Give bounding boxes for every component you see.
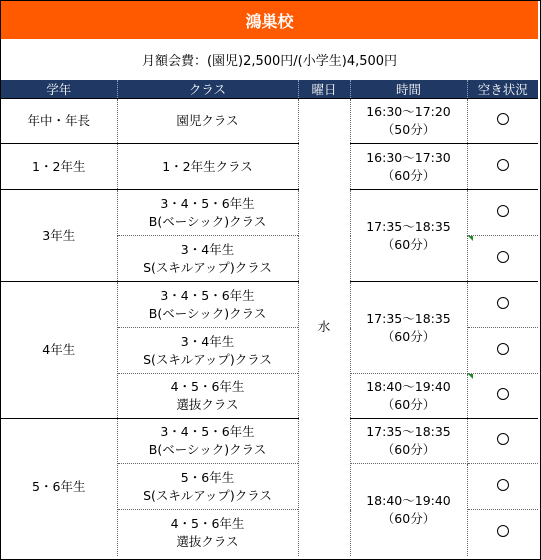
time-duration: （50分） [381,122,436,137]
class-cell [117,510,298,556]
class-line: B(ベーシック)クラス [148,305,267,321]
table-row [1,419,538,464]
time-range: 18:40～19:40 [366,492,451,508]
class-line: S(スキルアップ)クラス [143,487,272,503]
time-duration: （60分） [381,328,436,344]
class-line: B(ベーシック)クラス [148,442,267,457]
class-line: 1・2年生クラス [162,158,253,174]
status-cell [467,328,538,374]
grade-cell: 1・2年生 [1,144,117,190]
availability-circle-icon [497,479,509,491]
availability-circle-icon [497,205,509,217]
class-line: 4・5・6年生 [170,379,245,394]
time-range: 16:30～17:20 [366,104,451,119]
time-range: 17:35～18:35 [366,424,451,439]
class-line: 3・4・5・6年生 [160,424,255,439]
availability-circle-icon [497,297,509,309]
class-line: 選抜クラス [176,397,239,412]
class-cell [117,190,298,236]
time-duration: （60分） [381,442,436,457]
status-cell [467,144,538,190]
time-range: 16:30～17:30 [366,149,451,165]
grade-cell: 4年生 [1,282,117,419]
time-cell [350,464,467,556]
time-range: 17:35～18:35 [366,218,451,234]
class-cell [117,328,298,374]
availability-circle-icon [497,343,509,355]
availability-circle-icon [497,251,509,263]
status-cell [467,374,538,419]
class-cell [117,144,298,190]
class-line: 3・4年生 [180,241,235,257]
time-duration: （60分） [381,397,436,412]
class-line: 園児クラス [176,113,239,128]
class-line: 3・4・5・6年生 [160,287,255,303]
time-cell [350,374,467,419]
status-cell [467,190,538,236]
time-duration: （60分） [381,167,436,183]
availability-circle-icon [497,433,509,445]
class-cell [117,282,298,328]
time-cell [350,99,467,144]
class-line: S(スキルアップ)クラス [143,259,272,275]
table-row [1,190,538,236]
class-line: 3・4・5・6年生 [160,195,255,211]
time-range: 17:35～18:35 [366,310,451,326]
class-cell [117,99,298,144]
table-row [1,99,538,144]
availability-circle-icon [497,525,509,537]
header-day: 曜日 [298,80,350,99]
schedule-table [1,80,538,556]
status-cell [467,282,538,328]
time-duration: （60分） [381,236,436,252]
header-grade: 学年 [1,80,117,99]
availability-circle-icon [497,159,509,171]
header-status: 空き状況 [467,80,538,99]
time-range: 18:40～19:40 [366,379,451,394]
class-line: 5・6年生 [180,469,235,485]
class-cell [117,419,298,464]
class-line: S(スキルアップ)クラス [143,351,272,367]
class-cell [117,236,298,282]
time-cell [350,282,467,374]
header-class: クラス [117,80,298,99]
class-cell [117,464,298,510]
cell-note-indicator-icon [468,236,473,241]
availability-circle-icon [497,388,509,400]
class-line: 4・5・6年生 [170,515,245,531]
table-row [1,282,538,328]
availability-circle-icon [497,113,509,125]
grade-cell: 年中・年長 [1,99,117,144]
grade-cell: 5・6年生 [1,419,117,556]
header-time: 時間 [350,80,467,99]
class-line: 3・4年生 [180,333,235,349]
monthly-fee: 月額会費：(園児)2,500円/(小学生)4,500円 [141,54,398,69]
cell-note-indicator-icon [468,374,473,379]
table-row [1,144,538,190]
time-cell [350,144,467,190]
day-cell: 水 [298,99,350,556]
status-cell [467,510,538,556]
class-line: B(ベーシック)クラス [148,213,267,229]
school-title: 鴻巣校 [1,1,538,39]
time-cell [350,190,467,282]
class-cell [117,374,298,419]
status-cell [467,99,538,144]
time-cell [350,419,467,464]
header-row [1,80,538,99]
status-cell [467,464,538,510]
class-line: 選抜クラス [176,533,239,549]
time-duration: （60分） [381,510,436,526]
grade-cell: 3年生 [1,190,117,282]
status-cell [467,419,538,464]
status-cell [467,236,538,282]
